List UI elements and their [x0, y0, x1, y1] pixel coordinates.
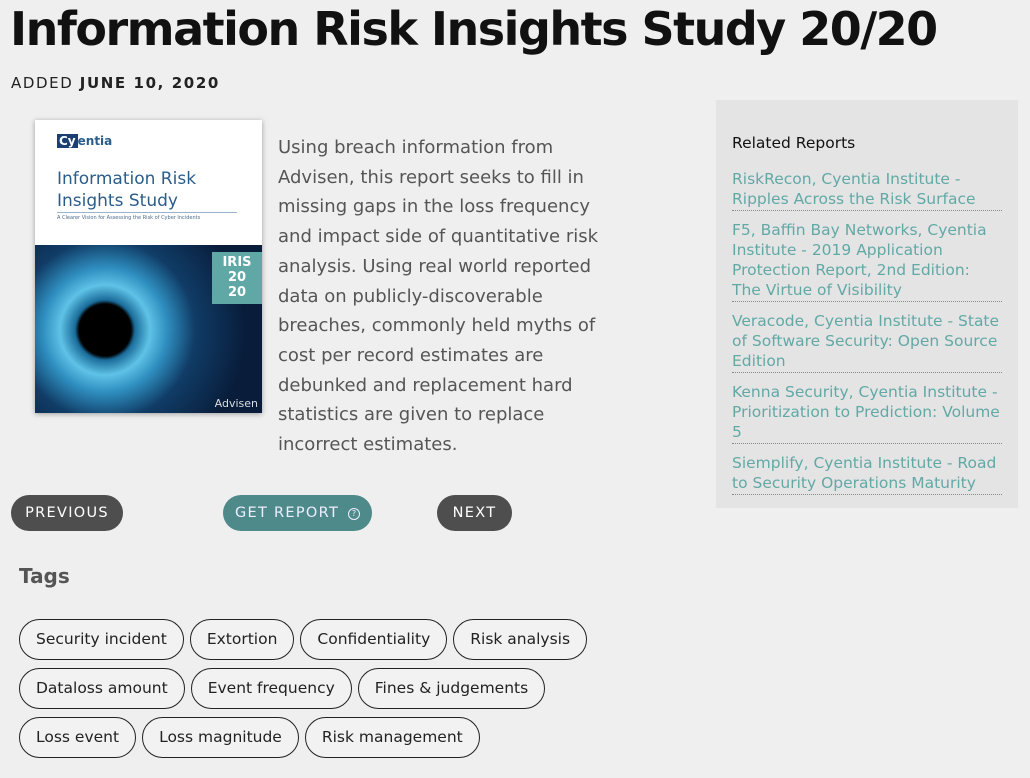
- related-report-link[interactable]: Veracode, Cyentia Institute - State of Software Security: Open Source Edition: [732, 311, 1002, 373]
- cover-brand-logo: [57, 134, 112, 148]
- related-report-link[interactable]: RiskRecon, Cyentia Institute - Ripples Across the Risk Surface: [732, 169, 1002, 211]
- tag-loss-magnitude[interactable]: Loss magnitude: [142, 717, 299, 758]
- tag-security-incident[interactable]: Security incident: [19, 619, 184, 660]
- tag-extortion[interactable]: Extortion: [190, 619, 295, 660]
- cover-badge-line3: 20: [227, 285, 247, 300]
- tags-heading: Tags: [19, 564, 70, 588]
- cover-subtitle: A Clearer Vision for Assessing the Risk of Cyber Incidents: [57, 215, 201, 221]
- related-report-link[interactable]: Kenna Security, Cyentia Institute - Prioritization to Prediction: Volume 5: [732, 382, 1002, 444]
- related-reports-heading: Related Reports: [732, 134, 856, 152]
- tag-list: [19, 619, 579, 766]
- cover-badge-line2: 20: [227, 270, 247, 285]
- cover-brand-mark: Cy: [59, 134, 76, 148]
- tag-loss-event[interactable]: Loss event: [19, 717, 136, 758]
- cover-badge: [212, 252, 262, 304]
- tag-dataloss-amount[interactable]: Dataloss amount: [19, 668, 185, 709]
- related-report-link[interactable]: Siemplify, Cyentia Institute - Road to Security Operations Maturity: [732, 453, 1002, 495]
- related-reports-sidebar: [716, 100, 1018, 508]
- cover-divider: [57, 212, 237, 213]
- cover-publisher-logo: Advisen: [214, 397, 258, 410]
- tag-row: [19, 717, 579, 758]
- get-report-button[interactable]: [223, 495, 372, 531]
- page-title: Information Risk Insights Study 20/20: [10, 2, 937, 56]
- report-description: Using breach information from Advisen, this report seeks to fill in missing gaps in the loss frequency and impact side of quantitative risk analysis. Using real world reported data on publicly-discoverable breaches, commonly held myths of cost per record estimates are debunked and replacement hard statistics are given to replace incorrect estimates.: [278, 137, 599, 456]
- next-button[interactable]: NEXT: [437, 495, 512, 531]
- cover-title: Information Risk Insights Study: [57, 169, 197, 211]
- added-label: ADDED: [11, 74, 74, 92]
- tag-row: [19, 619, 579, 660]
- tag-fines-judgements[interactable]: Fines & judgements: [358, 668, 545, 709]
- cover-badge-line1: IRIS: [222, 255, 252, 270]
- added-date-line: [11, 74, 220, 92]
- get-report-label: GET REPORT: [234, 505, 340, 521]
- previous-button[interactable]: PREVIOUS: [11, 495, 123, 531]
- tag-risk-management[interactable]: Risk management: [305, 717, 480, 758]
- cover-brand-rest: entia: [77, 134, 113, 148]
- help-icon: ?: [348, 508, 360, 520]
- report-cover-image[interactable]: [35, 120, 262, 413]
- tag-event-frequency[interactable]: Event frequency: [191, 668, 352, 709]
- tag-risk-analysis[interactable]: Risk analysis: [453, 619, 587, 660]
- added-date: JUNE 10, 2020: [79, 74, 220, 92]
- tag-confidentiality[interactable]: Confidentiality: [300, 619, 447, 660]
- tag-row: [19, 668, 579, 709]
- related-report-link[interactable]: F5, Baffin Bay Networks, Cyentia Institute - 2019 Application Protection Report, 2nd Edition: The Virtue of Visibility: [732, 220, 1002, 302]
